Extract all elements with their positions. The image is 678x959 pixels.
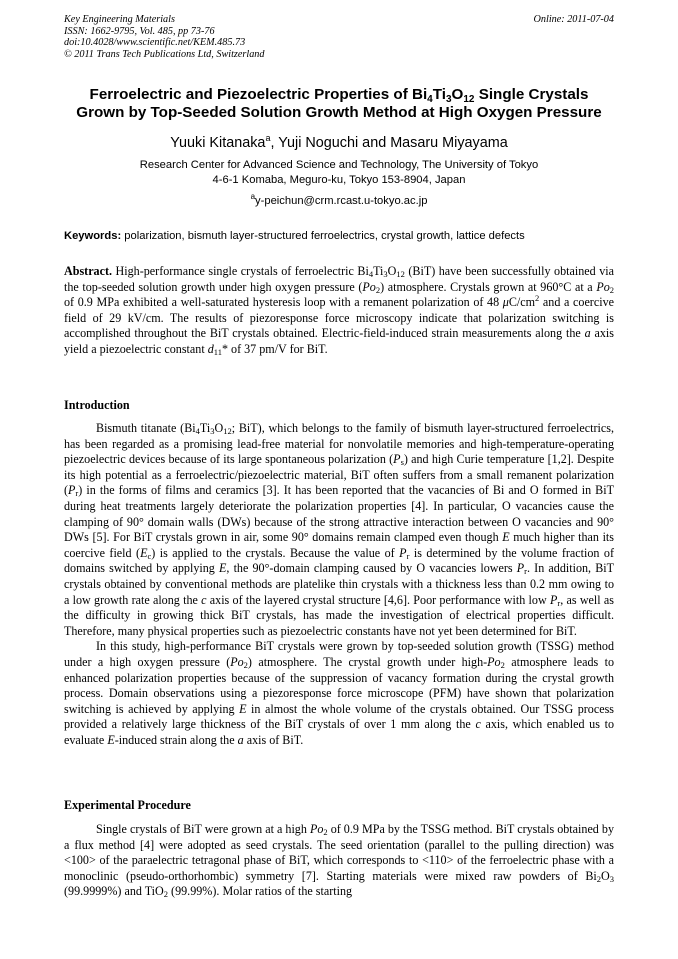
paper-title [40, 86, 638, 121]
affiliation [40, 158, 638, 187]
experimental-body [64, 822, 614, 900]
affiliation-line-1: Research Center for Advanced Science and Technology, The University of Tokyo [139, 159, 539, 171]
keywords [64, 229, 614, 243]
section-heading-experimental: Experimental Procedure [64, 798, 191, 812]
abstract: Abstract. High-performance single crystals of ferroelectric $Bi_4Ti_3O_{12}$ (BiT) have been successfully obtained via the top-seeded solution growth under high oxygen pressure $(Po_2)$ atmosphere. Crystals grown at 960°C at a $Po_2$ of 0.9 MPa exhibited a well-saturated hysteresis loop with a remanent polarization of 48 $\mu C/cm^2$ and a coercive field of 29 kV/cm. The results of piezoresponse force microscopy indicate that polarization switching is accomplished throughout the BiT crystals obtained. Electric-field-induced strain measurements along the a axis yield a piezoelectric constant $d_{11}*$ of 37 pm/V for BiT. [64, 264, 614, 357]
intro-paragraph-2: In this study, high-performance BiT crystals were grown by top-seeded solution growth (TSSG) method under a high oxygen pressure $(Po_2)$ atmosphere. The crystal growth under high-$Po_2$ atmosphere leads to enhanced polarization properties because of the suppression of vacancy formation during the crystal growth process. Domain observations using a piezoresponse force microscope (PFM) have shown that polarization switching is achieved by applying E in almost the whole volume of the crystals obtained. Our TSSG process provided a relatively large thickness of the BiT crystals of over 1 mm along the c axis, which enabled us to evaluate E-induced strain along the a axis of BiT. [64, 639, 614, 747]
issn-line: ISSN: 1662-9795, Vol. 485, pp 73-76 [64, 25, 215, 37]
affiliation-line-2: 4-6-1 Komaba, Meguro-ku, Tokyo 153-8904, Japan [212, 173, 466, 186]
author-email: $^a$y-peichun@crm.rcast.u-tokyo.ac.jp [250, 192, 428, 207]
journal-name: Key Engineering Materials [64, 14, 175, 25]
title-line-1: Ferroelectric and Piezoelectric Properties of $Bi_4Ti_3O_{12}$ Single Crystals [89, 86, 589, 105]
keywords-text: polarization, bismuth layer-structured ferroelectrics, crystal growth, lattice defects [121, 230, 525, 242]
experimental-paragraph-1: Single crystals of BiT were grown at a high $Po_2$ of 0.9 MPa by the TSSG method. BiT crystals obtained by a flux method [4] were adopted as seed crystals. The seed orientation (parallel to the pulling direction) was <100> of the paraelectric tetragonal phase of BiT, which corresponds to <110> of the ferroelectric phase with a monoclinic (pseudo-orthorhombic) symmetry [7]. Starting materials were mixed raw powders of $Bi_2O_3$ (99.9999%) and TiO$_2$ (99.99%). Molar ratios of the starting [64, 822, 614, 900]
doi-line: doi:10.4028/www.scientific.net/KEM.485.73 [64, 37, 246, 49]
keywords-label: Keywords: [64, 230, 122, 242]
journal-header [64, 14, 264, 60]
section-heading-introduction: Introduction [64, 398, 130, 412]
author-list: Yuuki Kitanaka$^a$, Yuji Noguchi and Masaru Miyayama [170, 133, 508, 151]
introduction-body [64, 421, 614, 748]
title-line-2: Grown by Top-Seeded Solution Growth Method at High Oxygen Pressure [76, 103, 602, 121]
intro-paragraph-1: Bismuth titanate ($Bi_4Ti_3O_{12}$; BiT), which belongs to the family of bismuth layer-structured ferroelectrics, has been regarded as a promising lead-free material for nonvolatile memories and high-temperature-operating piezoelectric devices because of its large spontaneous polarization $(P_s)$ and high Curie temperature [1,2]. Despite its high potential as a ferroelectric/piezoelectric material, BiT often suffers from a small remanent polarization $(P_r)$ in the forms of films and ceramics [3]. It has been reported that the vacancies of Bi and O formed in BiT during heat treatments largely deteriorate the polarization properties [4]. In particular, O vacancies cause the clamping of 90° domain walls (DWs) because of the strong attractive interaction between O vacancies and 90° DWs [5]. For BiT crystals grown in air, some 90° domains remain clamped even though E much higher than its coercive field $(E_c)$ is applied to the crystals. Because the value of $P_r$ is determined by the volume fraction of domains switched by applying E, the 90°-domain clamping caused by O vacancies lowers $P_r$. In addition, BiT crystals obtained by conventional methods are platelike thin crystals with a thickness less than 0.2 mm owing to a low growth rate along the c axis of the layered crystal structure [4,6]. Poor performance with low $P_r$, as well as the difficulty in growing thick BiT crystals, has made the investigation of electrical properties difficult. Therefore, many physical properties such as piezoelectric constants have not yet been determined for BiT. [64, 421, 615, 638]
copyright-line: © 2011 Trans Tech Publications Ltd, Switzerland [64, 48, 265, 60]
online-date: Online: 2011-07-04 [533, 14, 614, 25]
